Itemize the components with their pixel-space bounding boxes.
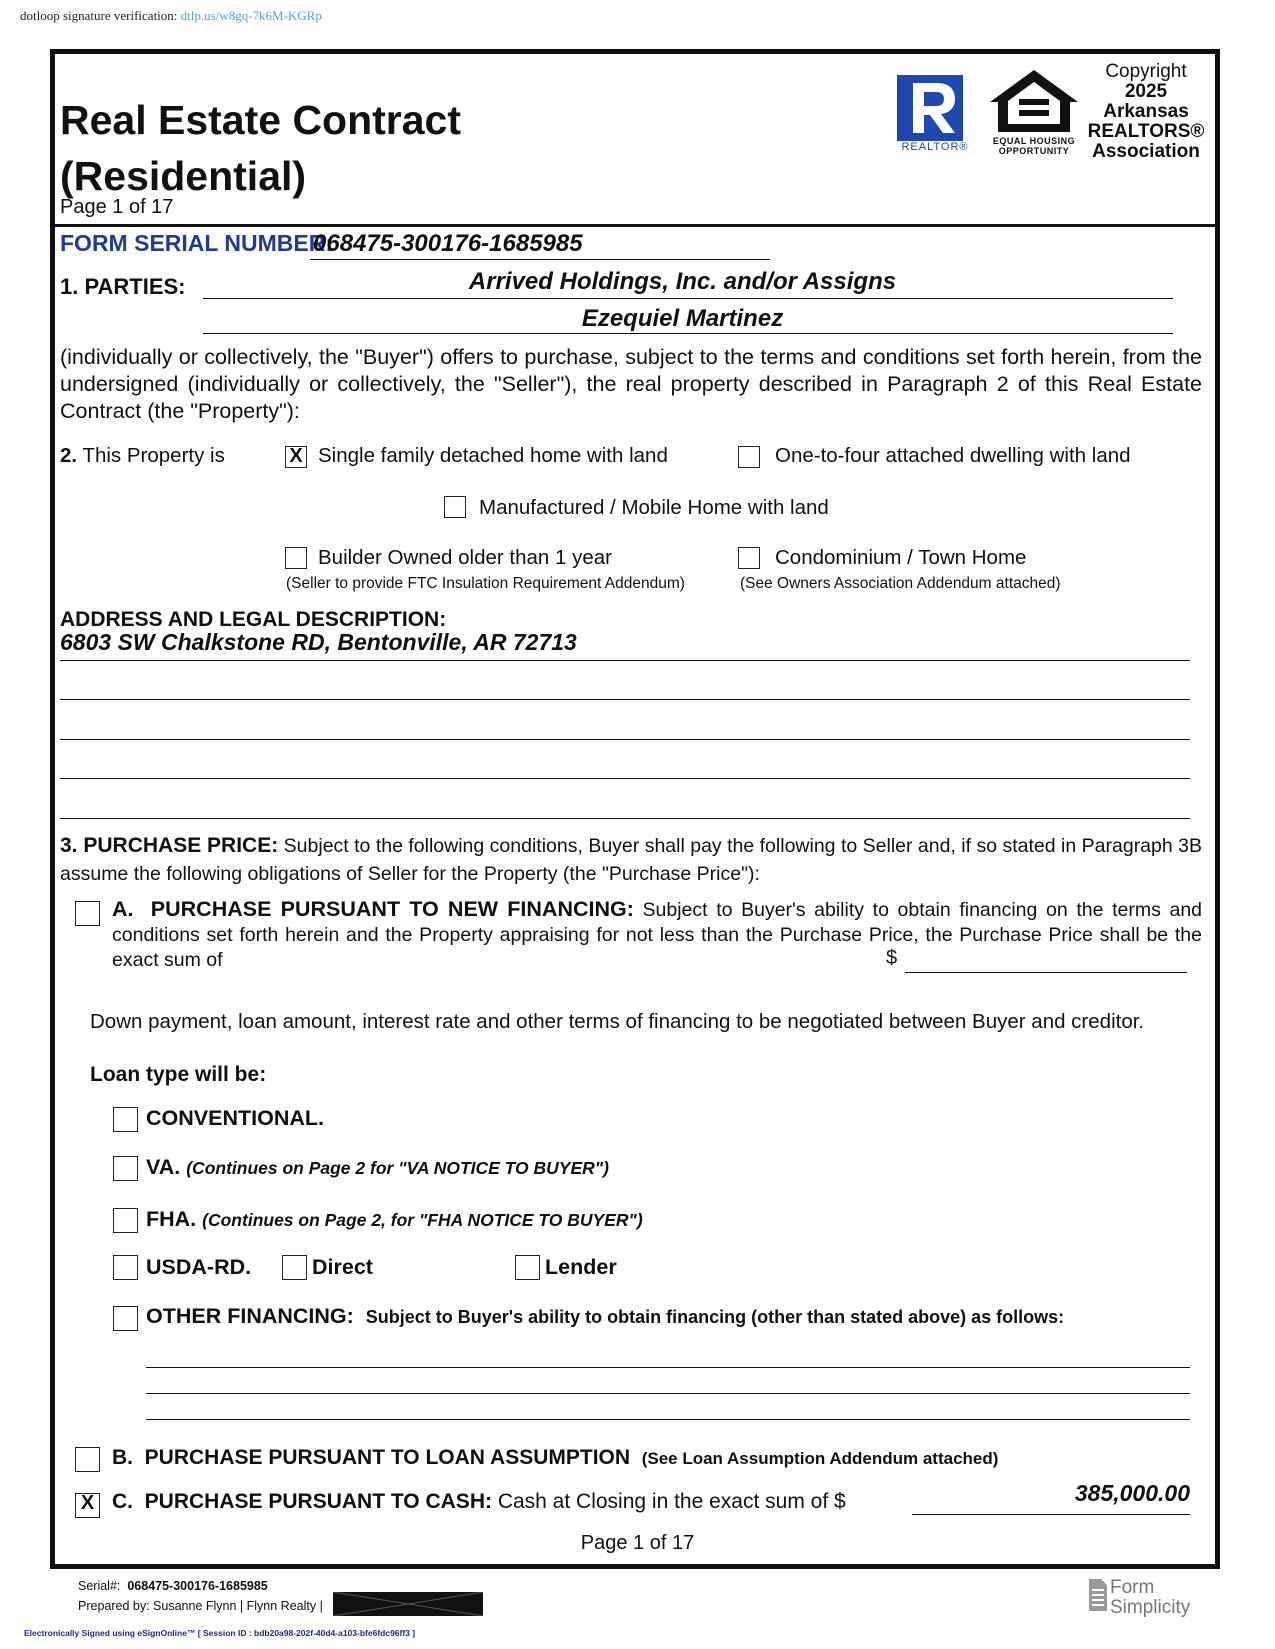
address-label: ADDRESS AND LEGAL DESCRIPTION: [60, 608, 447, 631]
copyright-block [1082, 62, 1210, 162]
checkbox-cash[interactable]: X [75, 1493, 100, 1518]
loan-va [146, 1155, 609, 1180]
document-icon [1088, 1578, 1108, 1612]
loan-usda: USDA-RD. [146, 1255, 252, 1279]
equal-housing-logo [988, 68, 1080, 156]
address-line-4 [60, 778, 1190, 779]
property-section-number: 2. [60, 444, 78, 467]
other-financing-line-1[interactable] [146, 1367, 1190, 1368]
loan-other-label: OTHER FINANCING: [146, 1304, 354, 1328]
esign-notice: Electronically Signed using eSignOnline™ [ Session ID : bdb20a98-202f-40d4-a103-bfe6fdc96ff3 ] [24, 1628, 416, 1638]
builder-owned-note: (Seller to provide FTC Insulation Requirement Addendum) [286, 575, 685, 592]
purchase-price-intro [60, 832, 1202, 888]
checkbox-usda-lender[interactable] [515, 1255, 540, 1280]
brand-line-1: Form [1110, 1577, 1155, 1598]
loan-other-note: Subject to Buyer's ability to obtain financing (other than stated above) as follows: [365, 1307, 1065, 1327]
other-financing-line-2[interactable] [146, 1393, 1190, 1394]
eho-line-2: OPPORTUNITY [998, 146, 1070, 156]
address-value[interactable]: 6803 SW Chalkstone RD, Bentonville, AR 72713 [60, 629, 577, 655]
other-financing-line-3[interactable] [146, 1419, 1190, 1420]
checkbox-builder-owned[interactable] [285, 547, 307, 569]
section-a [112, 897, 1202, 973]
cash-amount-line [912, 1514, 1190, 1515]
cash-amount[interactable]: 385,000.00 [1074, 1480, 1190, 1506]
equal-housing-icon [988, 68, 1080, 132]
section-a-text: Subject to Buyer's ability to obtain financing on the terms and conditions set forth herein and the Property appraising for not less than the Purchase Price, the Purchase Price shall be the exact sum of [112, 899, 1203, 971]
eho-line-1: EQUAL HOUSING [992, 136, 1076, 146]
verification-link[interactable]: dtlp.us/w8gq-7k6M-KGRp [180, 8, 322, 23]
checkbox-va[interactable] [113, 1156, 138, 1181]
usda-lender: Lender [545, 1255, 617, 1279]
section-b-letter: B. [112, 1446, 133, 1469]
redaction-cross-icon [333, 1592, 483, 1616]
parties-underline-2 [203, 333, 1173, 334]
checkbox-new-financing[interactable] [75, 901, 100, 926]
copyright-line-3: Arkansas [1103, 101, 1189, 122]
checkbox-usda-direct[interactable] [282, 1255, 307, 1280]
checkbox-conventional[interactable] [113, 1107, 138, 1132]
copyright-line-5: Association [1092, 141, 1200, 162]
header-divider [55, 224, 1215, 227]
copyright-line-1: Copyright [1105, 61, 1187, 82]
purchase-price-text: Subject to the following conditions, Buyer shall pay the following to Seller and, if so stated in Paragraph 3B assume the following obligations of Seller for the Property (the "Purchase Price"): [60, 835, 1203, 885]
loan-fha-note: (Continues on Page 2, for "FHA NOTICE TO BUYER") [202, 1210, 643, 1230]
property-type-label [60, 444, 225, 468]
section-c-letter: C. [112, 1490, 133, 1513]
address-line-3 [60, 739, 1190, 740]
parties-paragraph: (individually or collectively, the "Buyer") offers to purchase, subject to the terms and conditions set forth herein, from the undersigned (individually or collectively, the "Seller"), the real property described in Paragraph 2 of this Real Estate Contract (the "Property"): [60, 345, 1202, 423]
realtor-registered-mark: ® [959, 141, 969, 153]
address-line-1 [60, 660, 1190, 661]
loan-conventional: CONVENTIONAL. [146, 1106, 324, 1130]
address-line-5 [60, 818, 1190, 819]
section-a-dollar-sign: $ [886, 947, 898, 969]
option-builder-owned: Builder Owned older than 1 year [318, 546, 613, 569]
loan-type-label: Loan type will be: [90, 1063, 267, 1086]
title-line-2: (Residential) [60, 153, 307, 199]
redacted-signature-block [333, 1592, 483, 1616]
form-serial-label: FORM SERIAL NUMBER: [60, 230, 334, 256]
formsimplicity-logo [1088, 1578, 1108, 1617]
section-c-heading: PURCHASE PURSUANT TO CASH: [144, 1490, 492, 1513]
realtor-text: REALTOR [901, 141, 960, 153]
usda-direct: Direct [312, 1255, 373, 1279]
loan-other [146, 1304, 1064, 1329]
copyright-year: 2025 [1124, 81, 1168, 102]
footer-page-number: Page 1 of 17 [580, 1532, 695, 1554]
loan-va-label: VA. [146, 1155, 181, 1179]
property-type-text: This Property is [82, 444, 225, 467]
checkbox-other-financing[interactable] [113, 1306, 138, 1331]
footer-serial-label: Serial#: [78, 1579, 121, 1593]
section-c-text: Cash at Closing in the exact sum of $ [497, 1490, 846, 1513]
formsimplicity-brand [1110, 1578, 1190, 1618]
address-line-2 [60, 699, 1190, 700]
buyer-name-line-1[interactable]: Arrived Holdings, Inc. and/or Assigns [468, 268, 897, 295]
brand-line-2: Simplicity [1110, 1597, 1191, 1618]
section-b [112, 1446, 998, 1470]
checkbox-manufactured-home[interactable] [444, 496, 466, 518]
section-a-amount-line[interactable] [905, 972, 1187, 973]
checkbox-loan-assumption[interactable] [75, 1447, 100, 1472]
signature-verification [20, 8, 322, 24]
verification-label: dotloop signature verification: [20, 8, 178, 23]
down-payment-text: Down payment, loan amount, interest rate and other terms of financing to be negotiated between Buyer and creditor. [90, 1010, 1145, 1033]
checkbox-single-family[interactable]: X [285, 446, 307, 468]
loan-va-note: (Continues on Page 2 for "VA NOTICE TO BUYER") [186, 1158, 609, 1178]
footer-serial [78, 1579, 268, 1593]
option-single-family: Single family detached home with land [318, 444, 668, 467]
section-c [112, 1490, 846, 1514]
checkbox-attached-dwelling[interactable] [738, 446, 760, 468]
checkbox-usda[interactable] [113, 1255, 138, 1280]
purchase-price-heading: 3. PURCHASE PRICE: [60, 834, 279, 857]
option-attached-dwelling: One-to-four attached dwelling with land [775, 444, 1131, 467]
section-b-note: (See Loan Assumption Addendum attached) [641, 1449, 999, 1468]
option-condominium: Condominium / Town Home [775, 546, 1027, 569]
loan-fha [146, 1207, 643, 1232]
title-line-1: Real Estate Contract [60, 97, 462, 143]
footer-serial-value: 068475-300176-1685985 [127, 1579, 268, 1593]
parties-label: 1. PARTIES: [60, 274, 186, 299]
loan-fha-label: FHA. [146, 1207, 197, 1231]
option-manufactured-home: Manufactured / Mobile Home with land [479, 496, 829, 519]
buyer-name-line-2[interactable]: Ezequiel Martinez [581, 305, 784, 332]
serial-underline [310, 259, 770, 260]
section-a-heading: PURCHASE PURSUANT TO NEW FINANCING: [150, 897, 634, 921]
checkbox-fha[interactable] [113, 1208, 138, 1233]
condominium-note: (See Owners Association Addendum attached) [740, 575, 1061, 592]
realtor-logo [893, 75, 973, 164]
checkbox-condominium[interactable] [738, 547, 760, 569]
parties-underline-1 [203, 298, 1173, 299]
footer-prepared-by: Prepared by: Susanne Flynn | Flynn Realty | [78, 1599, 323, 1613]
form-serial-value: 068475-300176-1685985 [313, 230, 583, 257]
copyright-line-4: REALTORS® [1087, 121, 1205, 142]
header-page-number: Page 1 of 17 [60, 196, 174, 218]
page-title [60, 92, 461, 204]
section-a-letter: A. [112, 897, 134, 921]
section-b-heading: PURCHASE PURSUANT TO LOAN ASSUMPTION [144, 1446, 631, 1469]
